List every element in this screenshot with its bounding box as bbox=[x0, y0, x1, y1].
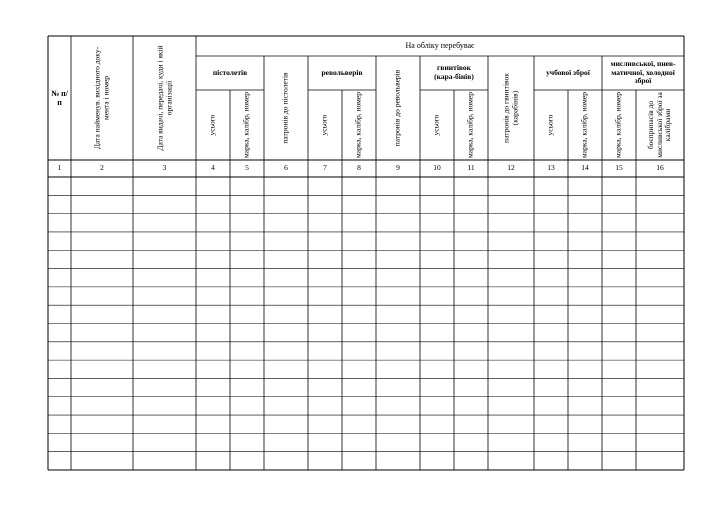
header-pistol-cartridges: патронів до пістолетів bbox=[280, 72, 290, 144]
column-number: 16 bbox=[656, 163, 664, 173]
header-hunting: мисливської, пнев-матичної, холодної зброї bbox=[610, 59, 676, 86]
header-pistols-total: усього bbox=[207, 114, 217, 136]
header-revolvers-total: усього bbox=[319, 114, 329, 136]
header-revolver-cartridges: патронів до револьверів bbox=[392, 69, 402, 147]
column-number: 13 bbox=[547, 163, 555, 173]
header-rifle-cartridges: патронів до гвинтівок (карабінів) bbox=[501, 73, 519, 143]
header-source-document: Дата найменув. вихідного доку-мента і номер bbox=[92, 46, 110, 150]
column-number: 3 bbox=[162, 163, 167, 173]
header-pistols-brand: марка, калібр, номер bbox=[241, 92, 251, 158]
column-number: 2 bbox=[100, 163, 104, 173]
header-rifles-brand: марка, калібр, номер bbox=[465, 92, 475, 158]
header-number-text: № п/п bbox=[51, 88, 68, 107]
header-rifles: гвинтівок (кара-бінів) bbox=[434, 63, 474, 81]
column-number: 7 bbox=[323, 163, 327, 173]
column-number: 6 bbox=[284, 163, 288, 173]
column-number: 4 bbox=[211, 163, 215, 173]
column-number: 1 bbox=[57, 163, 62, 173]
header-revolvers-brand: марка, калібр, номер bbox=[353, 92, 363, 158]
header-training: учбової зброї bbox=[546, 67, 590, 77]
header-on-record: На обліку перебуває bbox=[405, 41, 475, 51]
column-number: 8 bbox=[357, 163, 361, 173]
header-rifles-total: усього bbox=[431, 114, 441, 136]
column-number: 5 bbox=[245, 163, 249, 173]
column-number: 15 bbox=[615, 163, 623, 173]
column-number: 9 bbox=[396, 163, 400, 173]
column-number: 11 bbox=[467, 163, 475, 173]
column-number: 14 bbox=[581, 163, 589, 173]
header-hunting-brand: марка, калібр, номер bbox=[613, 92, 623, 158]
header-issue-date: Дата видачі, передачі, куди і якій організації bbox=[155, 45, 173, 151]
header-pistols: пістолетів bbox=[212, 67, 248, 77]
header-hunting-ammo: боєприпасів до мисливської зброї за калібрами bbox=[646, 92, 673, 158]
header-training-total: усього bbox=[545, 114, 555, 136]
header-training-brand: марка, калібр, номер bbox=[579, 92, 589, 158]
column-number: 10 bbox=[433, 163, 441, 173]
column-number: 12 bbox=[507, 163, 515, 173]
header-number bbox=[48, 36, 71, 160]
header-revolvers: револьверів bbox=[321, 67, 363, 77]
